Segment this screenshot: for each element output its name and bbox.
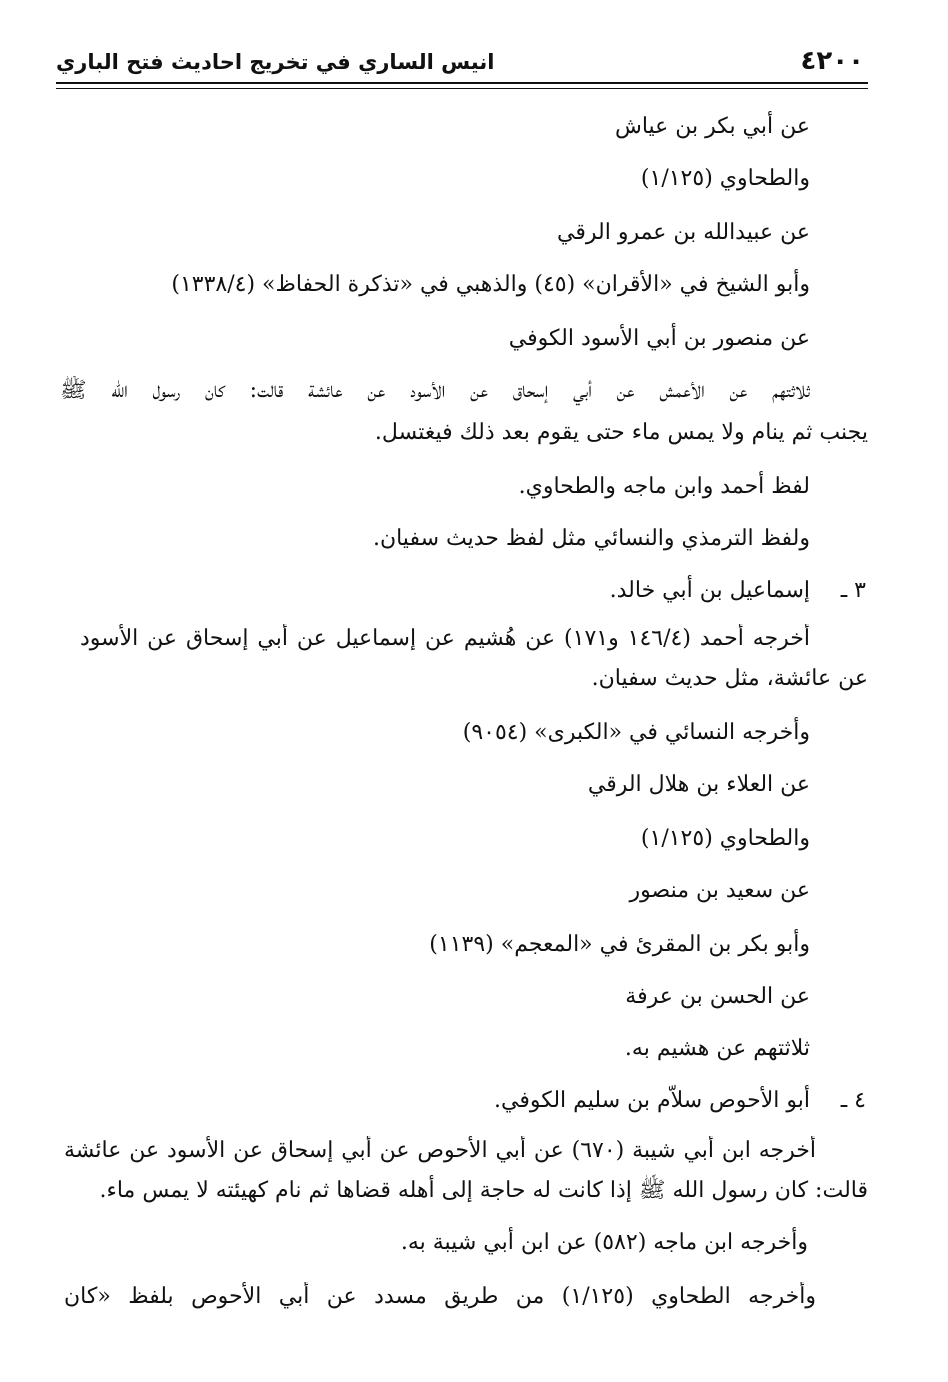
text-line: قالت: كان رسول الله ﷺ إذا كانت له حاجة إلى أهله قضاها ثم نام كهيئته لا يمس ماء. xyxy=(99,1178,868,1203)
text-line: والطحاوي (١/١٢٥) xyxy=(640,826,810,851)
section-heading: أبو الأحوص سلاّم بن سليم الكوفي. xyxy=(493,1088,810,1113)
text-line: عن عبيدالله بن عمرو الرقي xyxy=(557,220,810,245)
text-line: أخرجه أحمد (١٤٦/٤ و١٧١) عن هُشيم عن إسماعيل عن أبي إسحاق عن الأسود xyxy=(80,626,810,651)
text-line: عن منصور بن أبي الأسود الكوفي xyxy=(508,326,810,351)
section-heading: إسماعيل بن أبي خالد. xyxy=(609,578,810,603)
text-line: ثلاثتهم عن هشيم به. xyxy=(624,1036,810,1061)
header-rule xyxy=(56,82,868,84)
running-title: انيس الساري في تخريج احاديث فتح الباري xyxy=(56,50,495,74)
text-line: ثلاثتهم عن الأعمش عن أبي إسحاق عن الأسود عن عائشة قالت: كان رسول الله ﷺ xyxy=(60,378,810,403)
header-rule-thin xyxy=(56,88,868,89)
text-line: لفظ أحمد وابن ماجه والطحاوي. xyxy=(518,474,810,499)
page-number: ٤٢٠٠ xyxy=(800,46,864,76)
text-line: ولفظ الترمذي والنسائي مثل لفظ حديث سفيان. xyxy=(372,526,810,551)
text-line: وأبو الشيخ في «الأقران» (٤٥) والذهبي في «تذكرة الحفاظ» (١٣٣٨/٤) xyxy=(171,272,810,297)
text-line: يجنب ثم ينام ولا يمس ماء حتى يقوم بعد ذلك فيغتسل. xyxy=(374,420,868,445)
page-header xyxy=(56,44,868,84)
text-line: عن الحسن بن عرفة xyxy=(625,984,810,1009)
list-number: ٤ ـ xyxy=(840,1088,866,1113)
text-line: وأخرجه ابن ماجه (٥٨٢) عن ابن أبي شيبة به. xyxy=(400,1230,808,1255)
text-line: وأبو بكر بن المقرئ في «المعجم» (١١٣٩) xyxy=(429,932,810,957)
text-line: عن سعيد بن منصور xyxy=(629,878,810,903)
text-line: عن العلاء بن هلال الرقي xyxy=(587,772,810,797)
text-line: والطحاوي (١/١٢٥) xyxy=(640,166,810,191)
text-line: أخرجه ابن أبي شيبة (٦٧٠) عن أبي الأحوص عن أبي إسحاق عن الأسود عن عائشة xyxy=(64,1138,816,1163)
text-line: وأخرجه النسائي في «الكبرى» (٩٠٥٤) xyxy=(462,720,810,745)
list-number: ٣ ـ xyxy=(840,578,866,603)
text-line: عن أبي بكر بن عياش xyxy=(614,114,810,139)
text-line: عن عائشة، مثل حديث سفيان. xyxy=(591,666,868,691)
text-line: وأخرجه الطحاوي (١/١٢٥) من طريق مسدد عن أبي الأحوص بلفظ «كان xyxy=(64,1284,816,1309)
